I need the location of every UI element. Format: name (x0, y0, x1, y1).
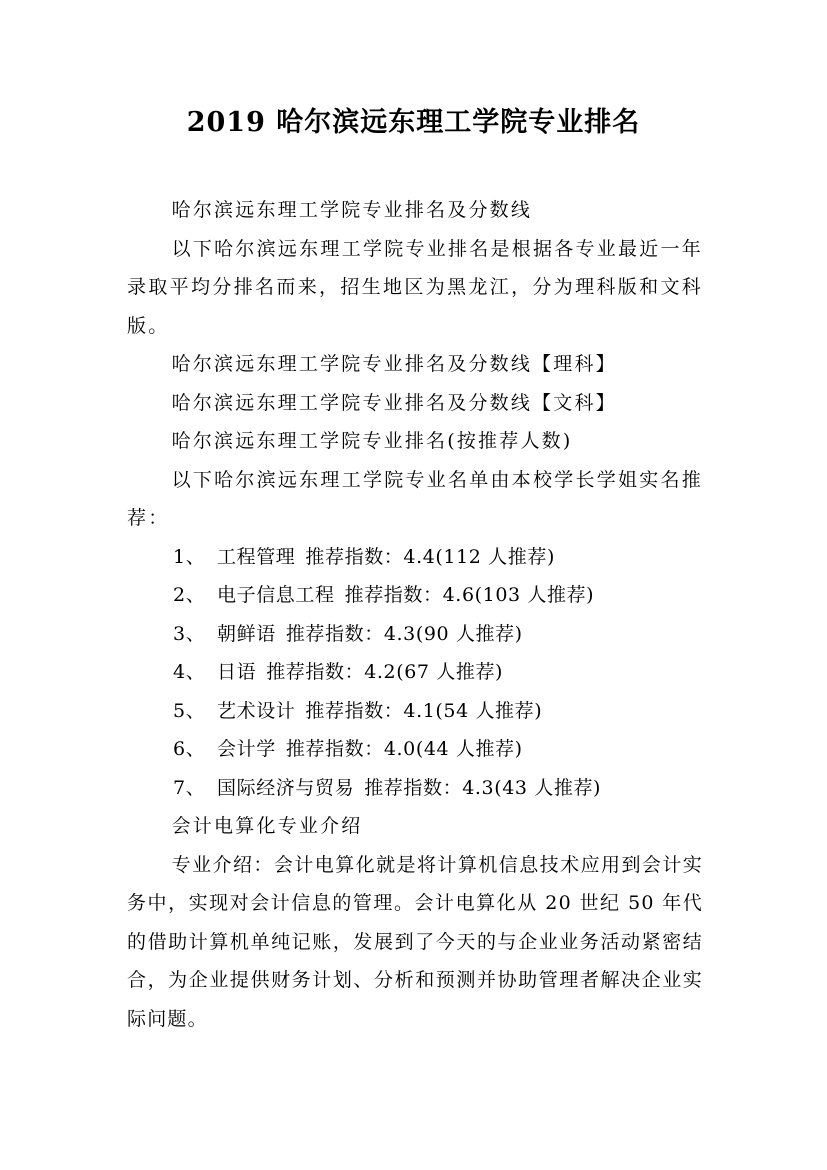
ranking-item (127, 538, 703, 577)
ranking-info: 推荐指数：4.3(90 人推荐) (285, 622, 523, 645)
ranking-number: 6、 (173, 738, 206, 760)
ranking-info: 推荐指数：4.0(44 人推荐) (285, 738, 523, 760)
document-body (127, 191, 703, 1038)
paragraph-major-intro: 专业介绍：会计电算化就是将计算机信息技术应用到会计实务中，实现对会计信息的管理。会计电算化从 20 世纪 50 年代的借助计算机单纯记账，发展到了今天的与企业业务活动紧密结合，为企业提供财务计划、分析和预测并协助管理者解决企业实际问题。 (127, 853, 703, 1030)
ranking-item (127, 769, 703, 808)
ranking-info: 推荐指数：4.1(54 人推荐) (305, 699, 543, 722)
ranking-item (127, 615, 703, 654)
ranking-item (127, 653, 703, 692)
ranking-list (127, 538, 703, 808)
ranking-number: 5、 (173, 699, 206, 722)
paragraph-recommend-ranking: 哈尔滨远东理工学院专业排名(按推荐人数) (171, 430, 573, 452)
paragraph-recommend-intro: 以下哈尔滨远东理工学院专业名单由本校学长学姐实名推荐： (127, 468, 703, 529)
paragraph-arts-ranking: 哈尔滨远东理工学院专业排名及分数线【文科】 (171, 391, 617, 414)
ranking-number: 2、 (173, 584, 206, 606)
paragraph-heading-score-line: 哈尔滨远东理工学院专业排名及分数线 (171, 199, 533, 221)
ranking-info: 推荐指数：4.3(43 人推荐) (364, 776, 602, 799)
ranking-number: 4、 (173, 661, 206, 683)
ranking-number: 1、 (173, 545, 206, 568)
ranking-info: 推荐指数：4.6(103 人推荐) (344, 584, 595, 606)
document-title: 2019 哈尔滨远东理工学院专业排名 (186, 107, 641, 138)
ranking-item (127, 576, 703, 615)
ranking-number: 7、 (173, 776, 206, 799)
ranking-info: 推荐指数：4.2(67 人推荐) (266, 661, 504, 683)
ranking-major: 工程管理 (217, 545, 296, 568)
paragraph-ranking-intro: 以下哈尔滨远东理工学院专业排名是根据各专业最近一年录取平均分排名而来，招生地区为黑龙江，分为理科版和文科版。 (127, 237, 703, 337)
ranking-info: 推荐指数：4.4(112 人推荐) (305, 545, 555, 568)
ranking-major: 艺术设计 (217, 699, 296, 722)
ranking-item (127, 730, 703, 769)
ranking-major: 朝鲜语 (217, 622, 276, 645)
ranking-major: 日语 (217, 661, 257, 683)
ranking-item (127, 692, 703, 731)
ranking-major: 会计学 (217, 738, 276, 760)
paragraph-major-intro-heading: 会计电算化专业介绍 (171, 815, 363, 837)
ranking-major: 国际经济与贸易 (217, 776, 355, 799)
ranking-number: 3、 (173, 622, 206, 645)
paragraph-science-ranking: 哈尔滨远东理工学院专业排名及分数线【理科】 (171, 353, 617, 375)
ranking-major: 电子信息工程 (217, 584, 335, 606)
